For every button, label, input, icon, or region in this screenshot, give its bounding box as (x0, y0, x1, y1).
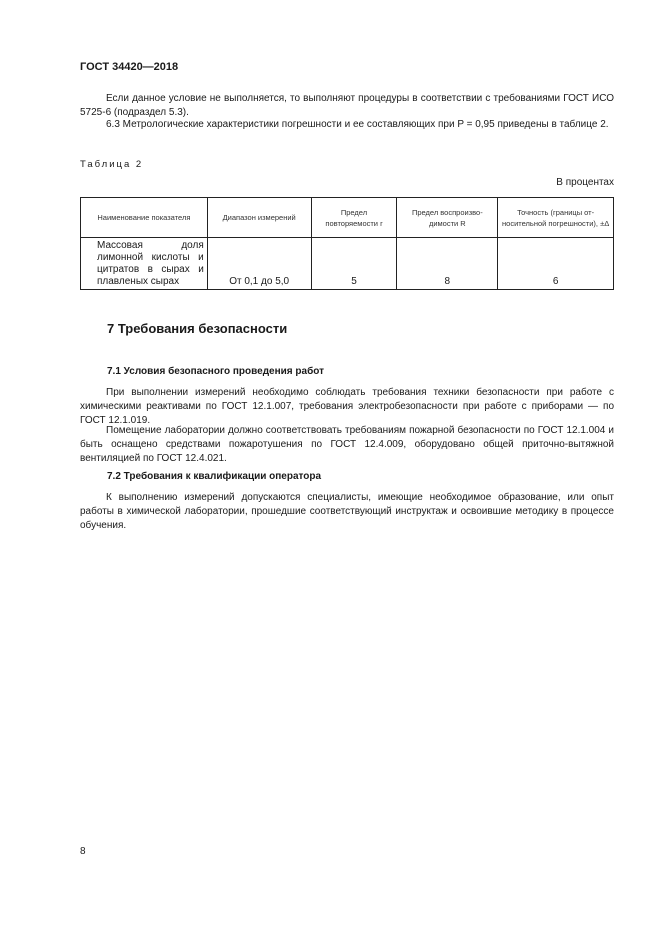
table-unit: В процентах (556, 177, 614, 188)
subsection-7-1-paragraph-2: Помещение лаборатории должно соответствовать требованиям пожарной безопасности по ГОСТ 12.1.004 и быть оснащено средствами пожаротушения по ГОСТ 12.4.009, оборудовано общей приточно-вытяжной вентиляцией по ГОСТ 12.4.021. (80, 425, 614, 464)
header-reproducibility-limit: Предел воспроизводимости R (397, 198, 498, 238)
cell-repeatability-limit: 5 (311, 238, 397, 290)
metrology-table (80, 197, 614, 290)
header-accuracy: Точность (границы относительной погрешности), ±Δ (498, 198, 614, 238)
table-label: Таблица 2 (80, 159, 144, 170)
document-code: ГОСТ 34420—2018 (80, 61, 179, 73)
table-row (81, 238, 614, 290)
intro-paragraph-2: 6.3 Метрологические характеристики погрешности и ее составляющих при P = 0,95 приведены в таблице 2. (106, 119, 609, 130)
header-indicator-name: Наименование показателя (81, 198, 208, 238)
table-header-row (81, 198, 614, 238)
subsection-7-2-paragraph-1: К выполнению измерений допускаются специалисты, имеющие необходимое образование, или опыт работы в химической лаборатории, прошедшие соответствующий инструктаж и освоившие методику в процессе обучения. (80, 492, 614, 531)
subsection-7-1-paragraph-1: При выполнении измерений необходимо соблюдать требования техники безопасности при работе с химическими реактивами по ГОСТ 12.1.007, требования электробезопасности при работе с приборами — по ГОСТ 12.1.019. (80, 387, 614, 426)
section-7-heading: 7 Требования безопасности (107, 321, 288, 336)
intro-paragraph-1: Если данное условие не выполняется, то выполняют процедуры в соответствии с требованиями ГОСТ ИСО 5725-6 (подраздел 5.3). (80, 93, 614, 118)
cell-indicator-name: Массовая доля лимонной кислоты и цитратов в сырах и плавленых сырах (81, 238, 208, 290)
cell-accuracy: 6 (498, 238, 614, 290)
header-repeatability-limit: Предел повторяемости r (311, 198, 397, 238)
header-measurement-range: Диапазон измерений (207, 198, 311, 238)
cell-measurement-range: От 0,1 до 5,0 (207, 238, 311, 290)
subsection-7-1-heading: 7.1 Условия безопасного проведения работ (107, 366, 325, 377)
cell-reproducibility-limit: 8 (397, 238, 498, 290)
page-number: 8 (80, 846, 86, 857)
subsection-7-2-heading: 7.2 Требования к квалификации оператора (107, 471, 322, 482)
